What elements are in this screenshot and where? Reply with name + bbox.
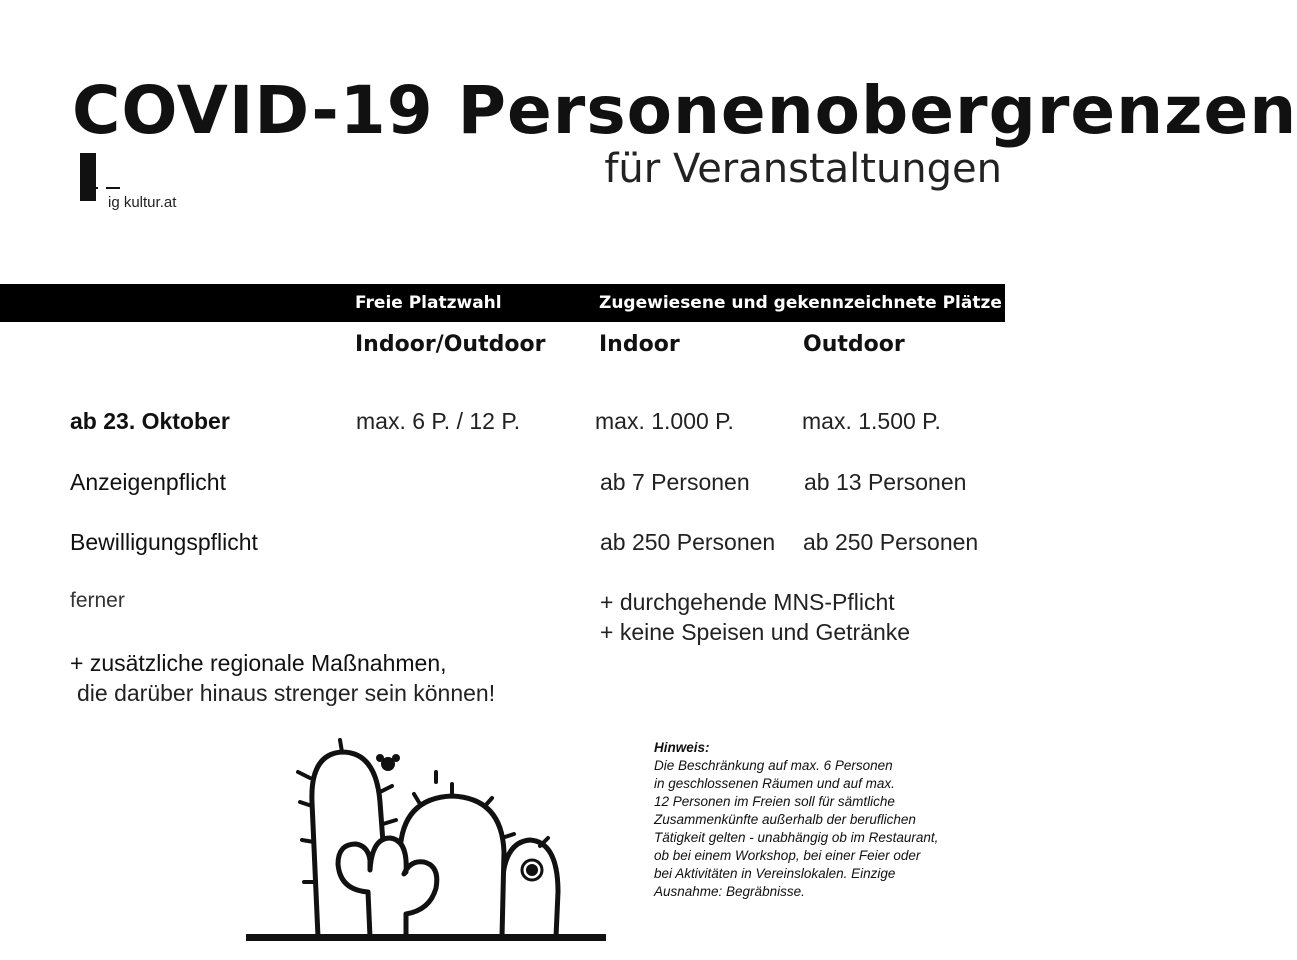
row-label: Bewilligungspflicht (70, 529, 258, 555)
ferner-item: + keine Speisen und Getränke (600, 619, 911, 645)
row-label: ab 23. Oktober (70, 408, 230, 434)
hinweis-line: ob bei einem Workshop, bei einer Feier oder (654, 848, 921, 863)
band-free-seating: Freie Platzwahl (355, 293, 502, 313)
table-cell: ab 250 Personen (600, 529, 776, 555)
logo-mark (80, 153, 96, 201)
table-cell: max. 1.500 P. (802, 408, 941, 434)
logo-underscore (106, 187, 120, 189)
hinweis-line: Tätigkeit gelten - unabhängig ob im Restaurant, (654, 830, 939, 845)
subhead-outdoor: Outdoor (803, 332, 905, 357)
table-cell: ab 250 Personen (803, 529, 979, 555)
table-cell: ab 7 Personen (600, 469, 750, 495)
cactus-icon (240, 742, 612, 948)
ferner-label: ferner (70, 589, 125, 612)
subhead-indoor: Indoor (599, 332, 680, 357)
hinweis-line: Die Beschränkung auf max. 6 Personen (654, 758, 893, 773)
hinweis-line: Ausnahme: Begräbnisse. (654, 884, 805, 899)
hinweis-line: in geschlossenen Räumen und auf max. (654, 776, 895, 791)
hinweis-line: bei Aktivitäten in Vereinslokalen. Einzige (654, 866, 896, 881)
subhead-indoor-outdoor: Indoor/Outdoor (355, 332, 546, 357)
table-cell: max. 6 P. / 12 P. (356, 408, 521, 434)
page-title: COVID-19 Personenobergrenzen (72, 72, 1297, 149)
hinweis-line: 12 Personen im Freien soll für sämtliche (654, 794, 895, 809)
row-label: Anzeigenpflicht (70, 469, 226, 495)
page-subtitle: für Veranstaltungen (604, 146, 1002, 192)
hinweis-line: Zusammenkünfte außerhalb der beruflichen (654, 812, 916, 827)
regional-note: + zusätzliche regionale Maßnahmen, (70, 650, 447, 676)
hinweis-title: Hinweis: (654, 740, 710, 755)
table-cell: ab 13 Personen (804, 469, 967, 495)
regional-note-detail: die darüber hinaus strenger sein können! (77, 680, 496, 706)
hinweis-note (654, 739, 994, 901)
table-cell: max. 1.000 P. (595, 408, 734, 434)
logo-text: ig kultur.at (108, 194, 177, 211)
ferner-item: + durchgehende MNS-Pflicht (600, 589, 895, 615)
logo-underscore (86, 187, 98, 189)
band-assigned-seating: Zugewiesene und gekennzeichnete Plätze (599, 293, 1002, 313)
